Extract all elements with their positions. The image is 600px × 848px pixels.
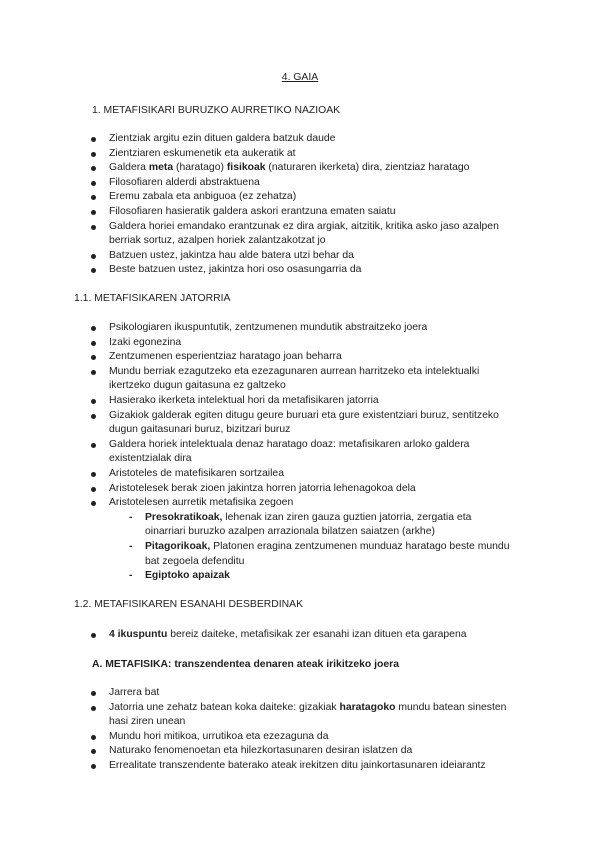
list-item: Aristoteles de matefisikaren sortzailea [0, 467, 600, 482]
section-1-1-heading: 1.1. METAFISIKAREN JATORRIA [74, 293, 231, 304]
sub-list-item: - Pitagorikoak, Platonen eragina zentzumenen munduaz haratago beste mundu bat zegoela defenditu [0, 540, 600, 569]
list-item: Jatorria une zehatz batean koka daiteke: gizakiak haratagoko mundu batean sinesten hasi ziren unean [0, 701, 600, 730]
section-1-heading: 1. METAFISIKARI BURUZKO AURRETIKO NAZIOAK [92, 105, 341, 116]
page-title: 4. GAIA [281, 72, 319, 83]
sub-list-item: - Presokratikoak, lehenak izan ziren gauza guztien jatorria, zergatia eta oinarriari buruzko azalpen arrazionala bilatzen saiatzen (arkhe) [0, 511, 600, 540]
subsection-a-list [0, 686, 600, 774]
section-1-list [0, 132, 600, 278]
list-item: Batzuen ustez, jakintza hau alde batera utzi behar da [0, 249, 600, 264]
list-item: Mundu hori mitikoa, urrutikoa eta ezezaguna da [0, 730, 600, 745]
list-item: Galdera meta (haratago) fisikoak (naturaren ikerketa) dira, zientziaz haratago [0, 161, 600, 176]
list-item: Galdera horiek intelektuala denaz haratago doaz: metafisikaren arloko galdera existentzialak dira [0, 438, 600, 467]
list-item: Filosofiaren alderdi abstraktuena [0, 176, 600, 191]
list-item: Gizakiok galderak egiten ditugu geure buruari eta gure existentziari buruz, sentitzeko dugun gaitasunari buruz, bizitzari buruz [0, 409, 600, 438]
section-1-2-intro [0, 628, 600, 643]
list-item: Errealitate transzendente baterako ateak irekitzen ditu jainkortasunaren ideiarantz [0, 759, 600, 774]
list-item: Jarrera bat [0, 686, 600, 701]
list-item: Naturako fenomenoetan eta hilezkortasunaren desiran islatzen da [0, 744, 600, 759]
list-item: Zientziak argitu ezin dituen galdera batzuk daude [0, 132, 600, 147]
list-item: Psikologiaren ikuspuntutik, zentzumenen mundutik abstraitzeko joera [0, 321, 600, 336]
list-item: Mundu berriak ezagutzeko eta ezezagunaren aurrean harritzeko eta intelektualki ikertzeko dugun gaitasuna ez galtzeko [0, 365, 600, 394]
list-item: Filosofiaren hasieratik galdera askori erantzuna ematen saiatu [0, 205, 600, 220]
section-1-1-list [0, 321, 600, 584]
list-item: Beste batzuen ustez, jakintza hori oso osasungarria da [0, 263, 600, 278]
list-item: Zentzumenen esperientziaz haratago joan beharra [0, 350, 600, 365]
section-1-2-heading: 1.2. METAFISIKAREN ESANAHI DESBERDINAK [74, 599, 304, 610]
list-item: Galdera horiei emandako erantzunak ez dira argiak, aitzitik, kritika asko jaso azalpen berriak sortuz, azalpen horiek zalantzakotzat jo [0, 220, 600, 249]
list-item: Izaki egonezina [0, 336, 600, 351]
list-item: Aristotelesek berak zioen jakintza horren jatorria lehenagokoa dela [0, 482, 600, 497]
sub-list-item: - Egiptoko apaizak [0, 569, 600, 584]
list-item: Eremu zabala eta anbiguoa (ez zehatza) [0, 190, 600, 205]
subsection-a-heading: A. METAFISIKA: transzendentea denaren ateak irikitzeko joera [92, 659, 399, 670]
list-item: Zientziaren eskumenetik eta aukeratik at [0, 147, 600, 162]
list-item: Aristotelesen aurretik metafisika zegoen [0, 496, 600, 511]
list-item: 4 ikuspuntu bereiz daiteke, metafisikak zer esanahi izan dituen eta garapena [0, 628, 600, 643]
list-item: Hasierako ikerketa intelektual hori da metafisikaren jatorria [0, 394, 600, 409]
